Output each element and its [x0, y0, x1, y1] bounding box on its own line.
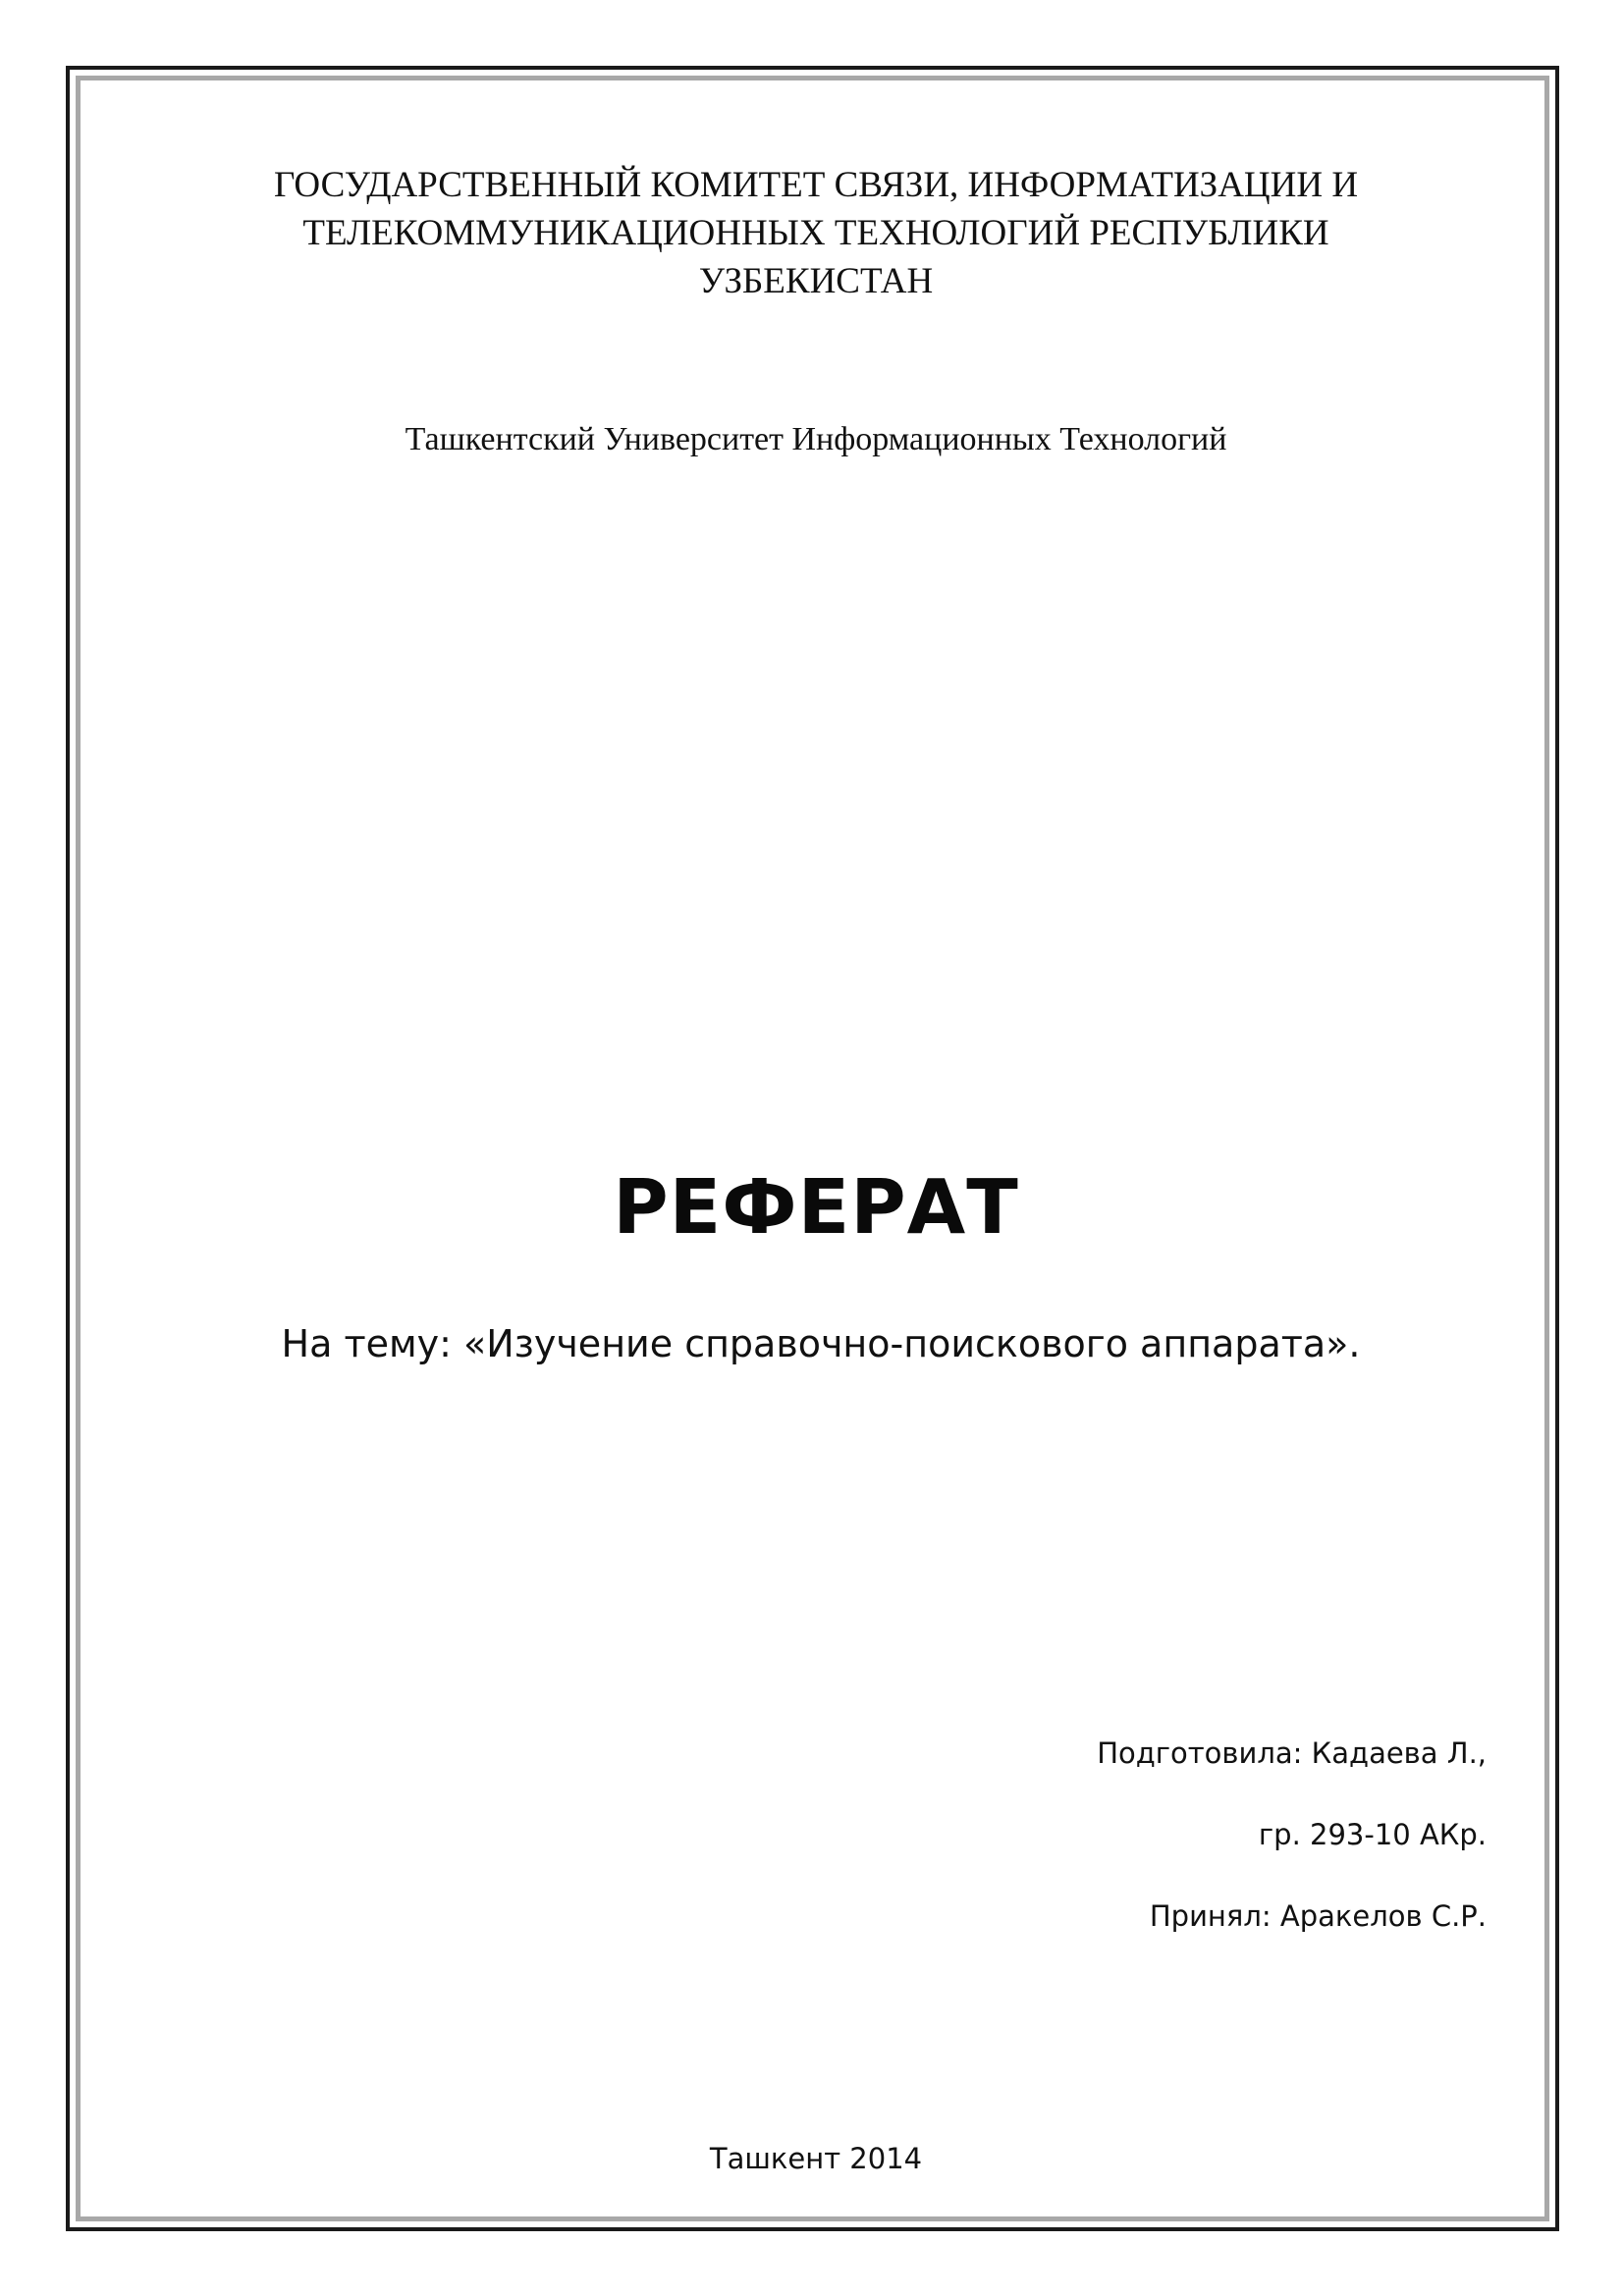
- city-year: Ташкент 2014: [709, 2142, 923, 2175]
- page-border: [66, 66, 1559, 2231]
- prepared-by: Подготовила: Кадаева Л.,: [1097, 1736, 1487, 1770]
- accepted-by: Принял: Аракелов С.Р.: [1149, 1899, 1487, 1933]
- ministry-heading-line-3: УЗБЕКИСТАН: [698, 261, 934, 301]
- university-name: Ташкентский Университет Информационных Технологий: [405, 421, 1227, 457]
- ministry-heading-line-2: ТЕЛЕКОММУНИКАЦИОННЫХ ТЕХНОЛОГИЙ РЕСПУБЛИКИ: [302, 213, 1329, 253]
- credits-block: [1097, 1734, 1487, 1978]
- ministry-heading-line-1: ГОСУДАРСТВЕННЫЙ КОМИТЕТ СВЯЗИ, ИНФОРМАТИЗАЦИИ И: [273, 165, 1359, 205]
- student-group: гр. 293-10 АКр.: [1258, 1818, 1487, 1851]
- ministry-heading: [256, 161, 1376, 305]
- document-title: РЕФЕРАТ: [613, 1164, 1019, 1252]
- document-topic: На тему: «Изучение справочно-поискового аппарата».: [281, 1322, 1361, 1365]
